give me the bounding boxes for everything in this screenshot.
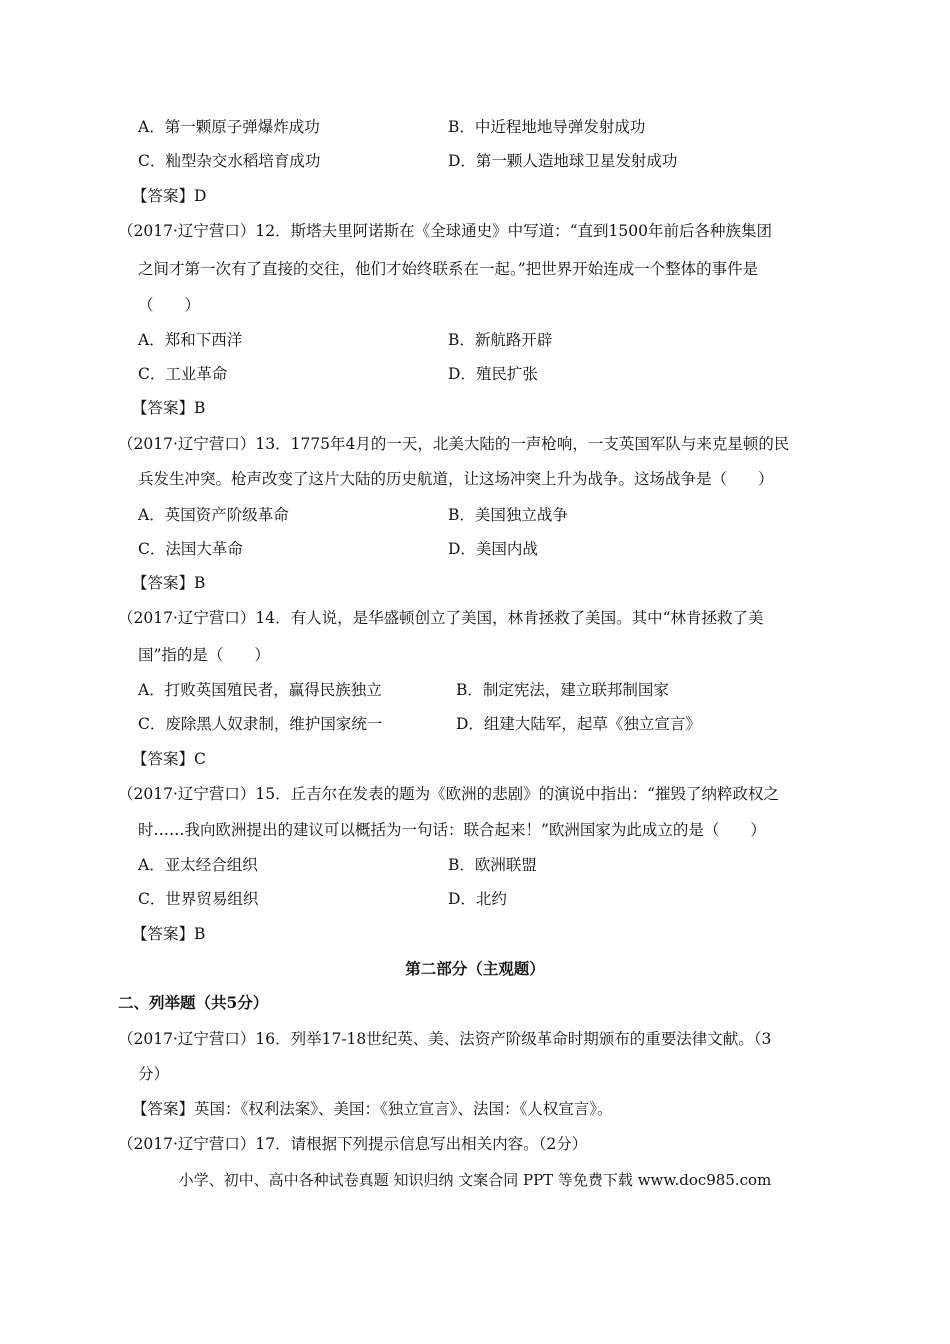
q17-text-line-1: （2017·辽宁营口）17．请根据下列提示信息写出相关内容。（2分） [118,1135,588,1153]
q16-answer: 【答案】英国：《权利法案》、美国：《独立宣言》、法国：《人权宣言》。 [132,1100,613,1118]
q13-option-b: B．美国独立战争 [448,506,568,524]
q12-answer: 【答案】B [132,399,206,417]
page-footer: 小学、初中、高中各种试卷真题 知识归纳 文案合同 PPT 等免费下载 www.doc985.com [178,1171,772,1189]
q15-answer: 【答案】B [132,925,206,943]
q11-option-c: C．籼型杂交水稻培育成功 [138,152,321,170]
q12-option-c: C．工业革命 [138,365,228,383]
q14-text-line-1: （2017·辽宁营口）14．有人说，是华盛顿创立了美国，林肯拯救了美国。其中“林肯拯救了美 [118,609,764,627]
q14-option-a: A．打败英国殖民者，赢得民族独立 [138,681,382,699]
q12-text-line-3: （ ） [138,296,201,314]
q11-option-a: A．第一颗原子弹爆炸成功 [138,118,320,136]
q14-option-c: C．废除黑人奴隶制，维护国家统一 [138,715,383,733]
q16-text-line-2: 分） [138,1065,170,1083]
q13-option-a: A．英国资产阶级革命 [138,506,289,524]
section2-heading: 二、列举题（共5分） [118,993,269,1012]
q12-text-line-1: （2017·辽宁营口）12．斯塔夫里阿诺斯在《全球通史》中写道：“直到1500年前后各种族集团 [118,222,772,240]
q13-answer: 【答案】B [132,574,206,592]
q12-text-line-2: 之间才第一次有了直接的交往，他们才始终联系在一起。”把世界开始连成一个整体的事件是 [138,260,759,278]
q15-text-line-1: （2017·辽宁营口）15．丘吉尔在发表的题为《欧洲的悲剧》的演说中指出：“摧毁了纳粹政权之 [118,785,780,803]
q13-text-line-2: 兵发生冲突。枪声改变了这片大陆的历史航道，让这场冲突上升为战争。这场战争是（ ） [138,470,774,488]
q13-option-c: C．法国大革命 [138,540,243,558]
q12-option-d: D．殖民扩张 [448,365,538,383]
part2-title: 第二部分（主观题） [405,959,545,978]
q13-option-d: D．美国内战 [448,540,538,558]
q11-option-b: B．中近程地地导弹发射成功 [448,118,646,136]
q13-text-line-1: （2017·辽宁营口）13．1775年4月的一天，北美大陆的一声枪响，一支英国军队与来克星顿的民 [118,435,790,453]
q11-option-d: D．第一颗人造地球卫星发射成功 [448,152,678,170]
q16-text-line-1: （2017·辽宁营口）16．列举17-18世纪英、美、法资产阶级革命时期颁布的重要法律文献。（3 [118,1030,772,1048]
q12-option-a: A．郑和下西洋 [138,331,243,349]
q15-option-a: A．亚太经合组织 [138,856,258,874]
q12-option-b: B．新航路开辟 [448,331,553,349]
q15-option-c: C．世界贸易组织 [138,890,259,908]
q14-answer: 【答案】C [132,750,206,768]
q15-text-line-2: 时……我向欧洲提出的建议可以概括为一句话：联合起来！”欧洲国家为此成立的是（ ） [138,821,766,839]
q15-option-d: D．北约 [448,890,507,908]
q15-option-b: B．欧洲联盟 [448,856,537,874]
q11-answer: 【答案】D [132,187,207,205]
q14-option-d: D．组建大陆军，起草《独立宣言》 [456,715,701,733]
q14-option-b: B．制定宪法，建立联邦制国家 [456,681,669,699]
q14-text-line-2: 国”指的是（ ） [138,646,270,664]
